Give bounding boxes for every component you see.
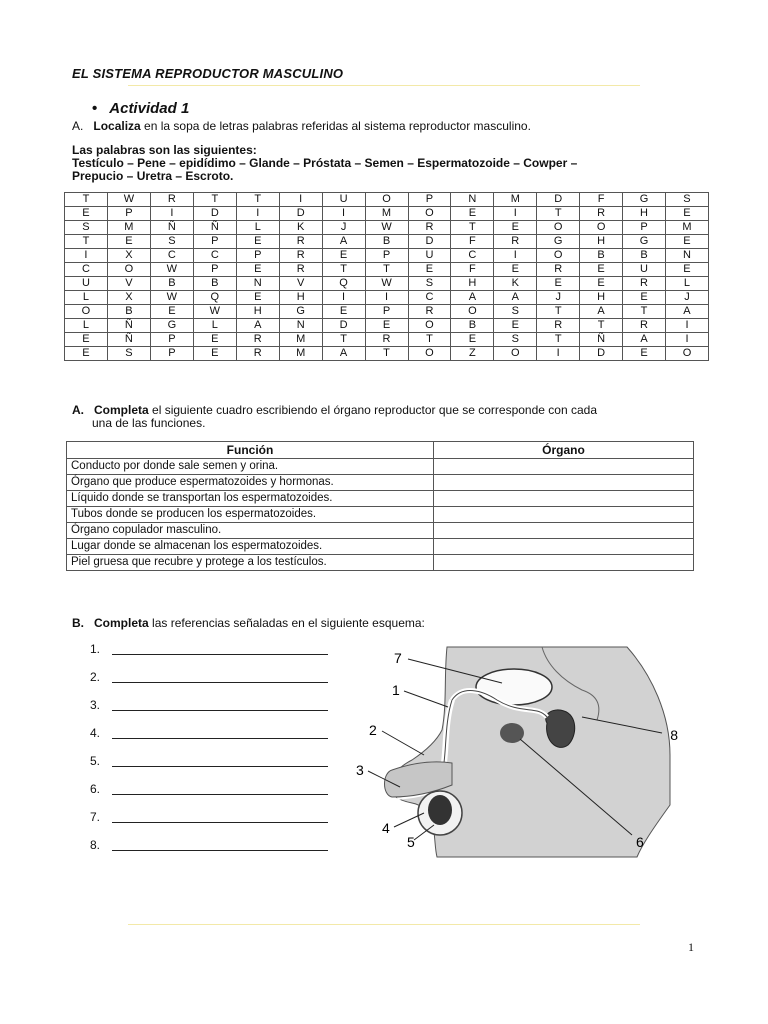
grid-cell: P [623,221,666,235]
grid-cell: R [150,193,193,207]
grid-row [65,221,709,235]
activity-title: Actividad 1 [109,100,190,117]
grid-cell: E [65,333,108,347]
grid-cell: E [65,207,108,221]
grid-cell: O [494,347,537,361]
grid-row [65,333,709,347]
grid-cell: T [236,193,279,207]
instruction-text: las referencias señaladas en el siguiente esquema: [148,616,425,630]
grid-row [65,305,709,319]
instruction-b [72,616,425,630]
grid-cell: T [193,193,236,207]
grid-cell: M [279,333,322,347]
grid-cell: B [451,319,494,333]
grid-cell: T [322,333,365,347]
grid-cell: S [494,305,537,319]
grid-cell: K [494,277,537,291]
grid-cell: H [580,291,623,305]
grid-cell: G [279,305,322,319]
grid-cell: E [665,235,708,249]
grid-cell: E [665,207,708,221]
grid-cell: I [322,207,365,221]
instruction-text: el siguiente cuadro escribiendo el órgano reproductor que se corresponde con cada [148,403,597,417]
grid-cell: H [279,291,322,305]
grid-cell: I [236,207,279,221]
grid-row [65,193,709,207]
grid-cell: O [408,319,451,333]
grid-cell: M [665,221,708,235]
answer-blank[interactable] [112,726,328,739]
grid-cell: O [580,221,623,235]
answer-blank[interactable] [112,810,328,823]
diagram-label-3: 3 [356,762,364,778]
instruction-a2 [72,403,698,417]
grid-cell: A [322,347,365,361]
grid-cell: W [365,221,408,235]
words-line-2: Prepucio – Uretra – Escroto. [72,169,234,183]
grid-cell: O [107,263,150,277]
grid-cell: H [236,305,279,319]
bullet: • [92,100,98,117]
grid-cell: Z [451,347,494,361]
grid-cell: E [322,249,365,263]
grid-cell: A [236,319,279,333]
grid-cell: P [150,333,193,347]
function-header: Función [67,442,434,459]
words-heading: Las palabras son las siguientes: [72,143,257,157]
grid-cell: Ñ [193,221,236,235]
grid-cell: R [365,333,408,347]
grid-cell: B [150,277,193,291]
grid-cell: E [623,347,666,361]
answer-line [90,810,328,838]
grid-cell: U [65,277,108,291]
grid-cell: E [193,333,236,347]
grid-cell: R [279,249,322,263]
grid-cell: E [665,263,708,277]
organ-header: Órgano [434,442,694,459]
grid-cell: F [451,263,494,277]
grid-cell: O [665,347,708,361]
diagram-label-5: 5 [407,834,415,850]
grid-cell: E [494,319,537,333]
word-search-grid [64,192,709,361]
answer-blank[interactable] [112,642,328,655]
table-row [67,507,694,523]
grid-cell: C [150,249,193,263]
answer-number: 8. [90,838,101,852]
instruction-a2-cont: una de las funciones. [92,416,206,430]
grid-cell: E [623,291,666,305]
grid-cell: Q [322,277,365,291]
grid-cell: J [665,291,708,305]
answer-number: 4. [90,726,101,740]
organ-answer-cell[interactable] [434,539,694,555]
diagram-label-8: 8 [670,727,678,743]
grid-row [65,263,709,277]
grid-cell: X [107,291,150,305]
grid-cell: E [236,235,279,249]
answer-blank[interactable] [112,670,328,683]
organ-answer-cell[interactable] [434,459,694,475]
grid-cell: I [322,291,365,305]
grid-cell: Ñ [150,221,193,235]
grid-cell: S [150,235,193,249]
diagram-label-4: 4 [382,820,390,836]
grid-cell: E [236,263,279,277]
diagram-label-6: 6 [636,834,644,850]
instruction-text: en la sopa de letras palabras referidas al sistema reproductor masculino. [140,119,531,133]
grid-cell: E [365,319,408,333]
grid-cell: M [279,347,322,361]
grid-row [65,277,709,291]
top-divider [128,85,640,86]
grid-cell: E [580,263,623,277]
grid-cell: L [665,277,708,291]
answer-number: 5. [90,754,101,768]
grid-cell: O [365,193,408,207]
answer-blank[interactable] [112,838,328,851]
grid-cell: U [623,263,666,277]
table-row [67,555,694,571]
answer-lines [90,642,328,866]
grid-cell: R [279,263,322,277]
grid-cell: E [494,221,537,235]
grid-cell: O [537,221,580,235]
grid-cell: N [279,319,322,333]
grid-cell: A [451,291,494,305]
grid-cell: E [537,277,580,291]
grid-cell: I [65,249,108,263]
grid-cell: E [193,347,236,361]
grid-cell: Q [193,291,236,305]
grid-cell: T [365,263,408,277]
grid-cell: I [279,193,322,207]
grid-cell: C [65,263,108,277]
grid-cell: F [451,235,494,249]
table-row [67,491,694,507]
grid-cell: Ñ [107,319,150,333]
grid-cell: Ñ [107,333,150,347]
grid-cell: R [537,319,580,333]
grid-cell: A [494,291,537,305]
grid-cell: R [623,319,666,333]
grid-cell: R [408,221,451,235]
grid-row [65,207,709,221]
grid-cell: I [494,207,537,221]
grid-cell: T [537,333,580,347]
section-letter: A. [72,403,84,417]
grid-cell: T [365,347,408,361]
grid-cell: A [322,235,365,249]
grid-cell: T [322,263,365,277]
organ-answer-cell[interactable] [434,523,694,539]
grid-cell: A [580,305,623,319]
section-letter: B. [72,616,84,630]
organ-answer-cell[interactable] [434,491,694,507]
grid-row [65,249,709,263]
grid-cell: N [451,193,494,207]
grid-cell: E [322,305,365,319]
grid-cell: R [236,347,279,361]
grid-cell: H [451,277,494,291]
grid-cell: G [537,235,580,249]
grid-cell: C [408,291,451,305]
organ-answer-cell[interactable] [434,475,694,491]
grid-cell: W [150,291,193,305]
grid-cell: E [236,291,279,305]
testicle-shape [428,795,452,825]
grid-cell: E [580,277,623,291]
grid-cell: R [580,207,623,221]
grid-row [65,319,709,333]
answer-line [90,642,328,670]
answer-blank[interactable] [112,754,328,767]
grid-cell: I [365,291,408,305]
grid-cell: T [65,193,108,207]
grid-cell: R [236,333,279,347]
grid-cell: J [537,291,580,305]
grid-cell: G [623,235,666,249]
diagram-label-7: 7 [394,650,402,666]
grid-cell: A [665,305,708,319]
grid-cell: P [193,263,236,277]
grid-cell: S [408,277,451,291]
function-cell: Conducto por donde sale semen y orina. [67,459,434,475]
table-row [67,539,694,555]
grid-cell: Ñ [580,333,623,347]
function-cell: Lugar donde se almacenan los espermatozoides. [67,539,434,555]
grid-cell: R [537,263,580,277]
grid-cell: I [665,333,708,347]
grid-cell: P [150,347,193,361]
grid-cell: M [107,221,150,235]
grid-cell: T [537,305,580,319]
answer-line [90,838,328,866]
grid-cell: R [408,305,451,319]
answer-blank[interactable] [112,782,328,795]
grid-cell: B [623,249,666,263]
grid-cell: M [494,193,537,207]
section-letter: A. [72,119,84,133]
grid-cell: D [322,319,365,333]
grid-cell: U [408,249,451,263]
diagram-label-2: 2 [369,722,377,738]
grid-cell: P [408,193,451,207]
grid-cell: M [365,207,408,221]
grid-cell: R [279,235,322,249]
grid-cell: K [279,221,322,235]
grid-cell: F [580,193,623,207]
grid-cell: I [665,319,708,333]
grid-cell: S [107,347,150,361]
answer-line [90,754,328,782]
table-row [67,475,694,491]
grid-cell: W [365,277,408,291]
answer-line [90,670,328,698]
grid-cell: E [494,263,537,277]
grid-row [65,235,709,249]
grid-cell: T [580,319,623,333]
grid-cell: A [623,333,666,347]
grid-cell: C [193,249,236,263]
grid-cell: D [580,347,623,361]
function-cell: Órgano que produce espermatozoides y hormonas. [67,475,434,491]
answer-line [90,726,328,754]
grid-cell: E [451,207,494,221]
table-row [67,459,694,475]
grid-cell: E [451,333,494,347]
answer-number: 3. [90,698,101,712]
grid-cell: B [107,305,150,319]
grid-cell: P [107,207,150,221]
answer-number: 6. [90,782,101,796]
grid-cell: S [65,221,108,235]
instruction-bold: Completa [94,616,149,630]
grid-cell: N [236,277,279,291]
words-line-1: Testículo – Pene – epidídimo – Glande – Próstata – Semen – Espermatozoide – Cowper – [72,156,578,170]
grid-cell: L [193,319,236,333]
grid-cell: R [623,277,666,291]
grid-cell: V [279,277,322,291]
grid-cell: X [107,249,150,263]
grid-cell: W [107,193,150,207]
grid-cell: E [408,263,451,277]
grid-cell: L [65,319,108,333]
function-table [66,441,694,571]
grid-cell: L [236,221,279,235]
table-row [67,523,694,539]
bladder-shape [476,669,552,705]
diagram-label-1: 1 [392,682,400,698]
grid-cell: I [494,249,537,263]
grid-cell: C [451,249,494,263]
organ-answer-cell[interactable] [434,507,694,523]
grid-cell: B [580,249,623,263]
grid-row [65,291,709,305]
page-number: 1 [688,940,694,954]
instruction-bold: Completa [94,403,149,417]
grid-cell: E [107,235,150,249]
grid-cell: D [279,207,322,221]
grid-cell: R [494,235,537,249]
grid-cell: S [494,333,537,347]
grid-cell: E [150,305,193,319]
grid-cell: D [193,207,236,221]
grid-cell: U [322,193,365,207]
grid-cell: G [623,193,666,207]
answer-line [90,782,328,810]
function-cell: Piel gruesa que recubre y protege a los testículos. [67,555,434,571]
grid-cell: I [537,347,580,361]
grid-cell: O [65,305,108,319]
grid-cell: E [65,347,108,361]
answer-number: 2. [90,670,101,684]
grid-cell: V [107,277,150,291]
grid-cell: O [408,207,451,221]
organ-answer-cell[interactable] [434,555,694,571]
grid-cell: W [193,305,236,319]
function-cell: Líquido donde se transportan los espermatozoides. [67,491,434,507]
grid-cell: P [365,305,408,319]
grid-cell: I [150,207,193,221]
grid-cell: W [150,263,193,277]
grid-cell: H [623,207,666,221]
grid-cell: B [365,235,408,249]
grid-cell: G [150,319,193,333]
grid-cell: B [193,277,236,291]
grid-cell: L [65,291,108,305]
bottom-divider [128,924,640,925]
grid-row [65,347,709,361]
function-cell: Órgano copulador masculino. [67,523,434,539]
grid-cell: P [365,249,408,263]
grid-cell: O [451,305,494,319]
answer-line [90,698,328,726]
grid-cell: T [623,305,666,319]
grid-cell: T [408,333,451,347]
grid-cell: T [537,207,580,221]
grid-cell: D [408,235,451,249]
answer-blank[interactable] [112,698,328,711]
grid-cell: S [665,193,708,207]
grid-cell: N [665,249,708,263]
activity-heading [92,100,189,117]
grid-cell: D [537,193,580,207]
grid-cell: O [408,347,451,361]
grid-cell: P [236,249,279,263]
grid-cell: O [537,249,580,263]
grid-cell: J [322,221,365,235]
instruction-a [72,119,531,133]
function-cell: Tubos donde se producen los espermatozoides. [67,507,434,523]
grid-cell: H [580,235,623,249]
page-title: EL SISTEMA REPRODUCTOR MASCULINO [72,66,344,81]
grid-cell: T [451,221,494,235]
instruction-bold: Localiza [93,119,141,133]
answer-number: 1. [90,642,101,656]
grid-cell: T [65,235,108,249]
answer-number: 7. [90,810,101,824]
reproductive-diagram [352,645,682,860]
grid-cell: P [193,235,236,249]
